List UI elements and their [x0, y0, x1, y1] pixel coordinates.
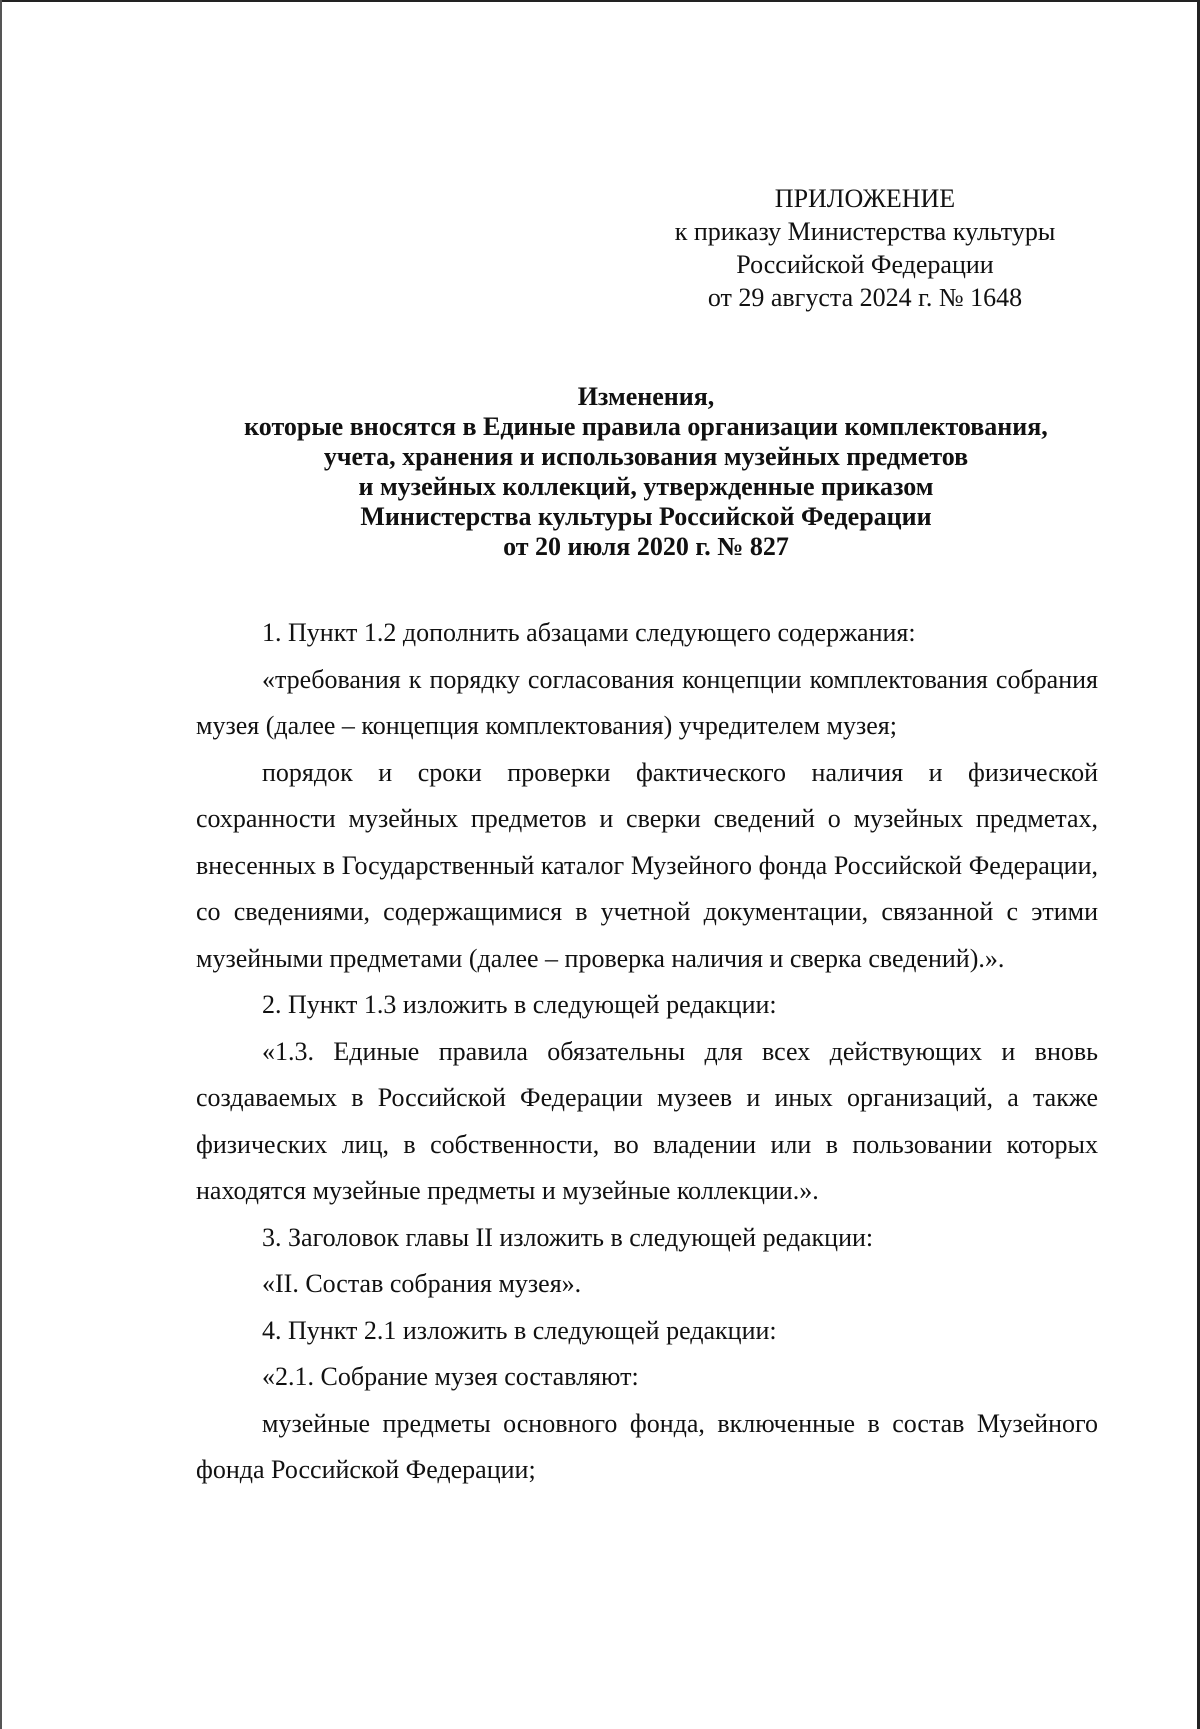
document-title — [196, 382, 1096, 562]
paragraph: «II. Состав собрания музея». — [262, 1269, 582, 1298]
appendix-line-3: от 29 августа 2024 г. № 1648 — [707, 283, 1023, 312]
paragraph: 3. Заголовок главы II изложить в следующей редакции: — [262, 1222, 874, 1252]
appendix-block — [640, 182, 1090, 314]
paragraph: 1. Пункт 1.2 дополнить абзацами следующего содержания: — [262, 618, 916, 647]
title-line: и музейных коллекций, утвержденные приказом — [358, 472, 934, 501]
paragraph: порядок и сроки проверки фактического наличия и физической сохранности музейных предметов и сверки сведений о музейных предметах, внесенных в Государственный каталог Музейного фонда Российской Федерации, со сведениями, содержащимися в учетной документации, связанной с этими музейными предметами (далее – проверка наличия и сверка сведений).». — [196, 757, 1098, 973]
paragraph: «2.1. Собрание музея составляют: — [262, 1362, 639, 1391]
paragraph: 2. Пункт 1.3 изложить в следующей редакции: — [262, 990, 777, 1019]
scan-edge-left — [0, 0, 2, 1729]
title-line: учета, хранения и использования музейных предметов — [323, 442, 969, 471]
title-line: Изменения, — [577, 382, 715, 411]
scan-edge-top — [0, 0, 1200, 2]
paragraph: музейные предметы основного фонда, включенные в состав Музейного фонда Российской Федерации; — [196, 1408, 1098, 1484]
title-line: Министерства культуры Российской Федерации — [360, 502, 932, 531]
paragraph: 4. Пункт 2.1 изложить в следующей редакции: — [262, 1315, 777, 1345]
paragraph: «требования к порядку согласования концепции комплектования собрания музея (далее – концепция комплектования) учредителем музея; — [196, 664, 1098, 740]
appendix-line-1: к приказу Министерства культуры — [674, 217, 1056, 246]
paragraph: «1.3. Единые правила обязательны для всех действующих и вновь создаваемых в Российской Федерации музеев и иных организаций, а также физических лиц, в собственности, во владении или в пользовании которых находятся музейные предметы и музейные коллекции.». — [196, 1036, 1098, 1205]
appendix-line-2: Российской Федерации — [736, 250, 994, 279]
document-body — [196, 610, 1098, 1494]
appendix-heading: ПРИЛОЖЕНИЕ — [774, 184, 956, 213]
title-line: от 20 июля 2020 г. № 827 — [503, 532, 789, 561]
title-line: которые вносятся в Единые правила организации комплектования, — [244, 412, 1048, 441]
